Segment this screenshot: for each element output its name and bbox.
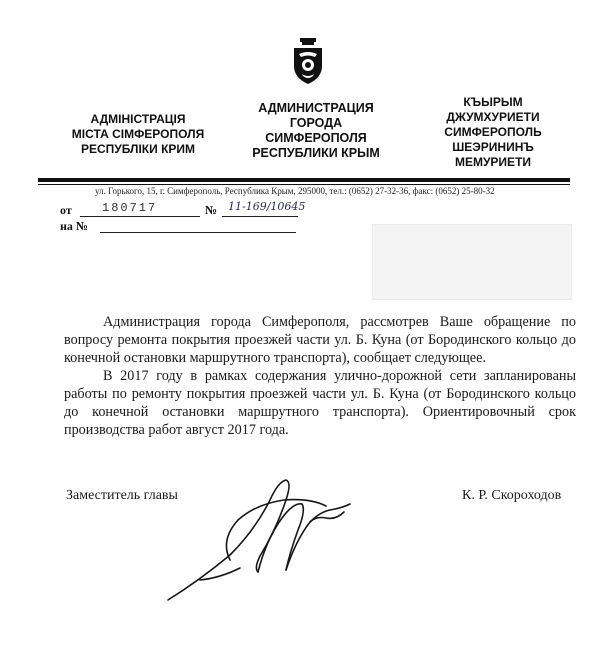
number-underline — [222, 216, 298, 217]
header-ua-line: МІСТА СІМФЕРОПОЛЯ — [71, 127, 205, 141]
header-crimean-tatar — [418, 95, 568, 170]
body-paragraph-1: Администрация города Симферополя, рассмотрев Ваше обращение по вопросу ремонта покрытия проезжей части ул. Б. Куна (от Бородинского кольцо до конечной остановки маршрутного транспорта), сообщает следующее. — [64, 314, 576, 366]
header-ua-line: РЕСПУБЛІКИ КРИМ — [80, 142, 196, 156]
addressee-redacted-block — [372, 224, 572, 300]
body-paragraph-2: В 2017 году в рамках содержания улично-дорожной сети запланированы работы по ремонту покрытия проезжей части ул. Б. Куна (от Бородинского кольцо до конечной остановки маршрутного транспорта). Ориентировочный срок производства работ август 2017 года. — [64, 368, 576, 438]
handwritten-signature — [160, 460, 380, 610]
header-divider-thin — [38, 184, 570, 185]
header-ct-line: КЪЫРЫМ — [463, 95, 523, 109]
reference-underline — [100, 232, 296, 233]
number-label: № — [205, 203, 218, 217]
header-ct-line: МЕМУРИЕТИ — [454, 155, 532, 169]
header-russian — [236, 101, 396, 161]
date-underline — [80, 216, 200, 217]
date-label: от — [60, 203, 72, 217]
number-value: 11-169/10645 — [228, 200, 306, 213]
header-ct-line: СИМФЕРОПОЛЬ — [444, 125, 542, 139]
header-ru-line: СИМФЕРОПОЛЯ — [265, 131, 367, 145]
coat-of-arms-emblem — [288, 38, 328, 86]
date-value: 180717 — [102, 201, 158, 215]
signatory-name: К. Р. Скороходов — [462, 488, 562, 503]
header-ct-line: ШЕЭРИНИНЪ — [452, 140, 534, 154]
header-ru-line: АДМИНИСТРАЦИЯ — [258, 101, 374, 115]
header-ua-line: АДМІНІСТРАЦІЯ — [90, 112, 186, 126]
header-divider-thick — [38, 178, 570, 182]
header-ru-line: ГОРОДА — [289, 116, 343, 130]
header-ct-line: ДЖУМХУРИЕТИ — [446, 110, 540, 124]
reference-label: на № — [60, 219, 88, 233]
header-ukrainian — [58, 112, 218, 157]
header-ru-line: РЕСПУБЛИКИ КРЫМ — [252, 146, 380, 160]
contact-address: ул. Горького, 15, г. Симферополь, Республика Крым, 295000, тел.: (0652) 27-32-36, факс: (0652) 25-80-32 — [95, 186, 495, 196]
signatory-title: Заместитель главы — [66, 488, 178, 503]
letter-body — [64, 313, 576, 439]
